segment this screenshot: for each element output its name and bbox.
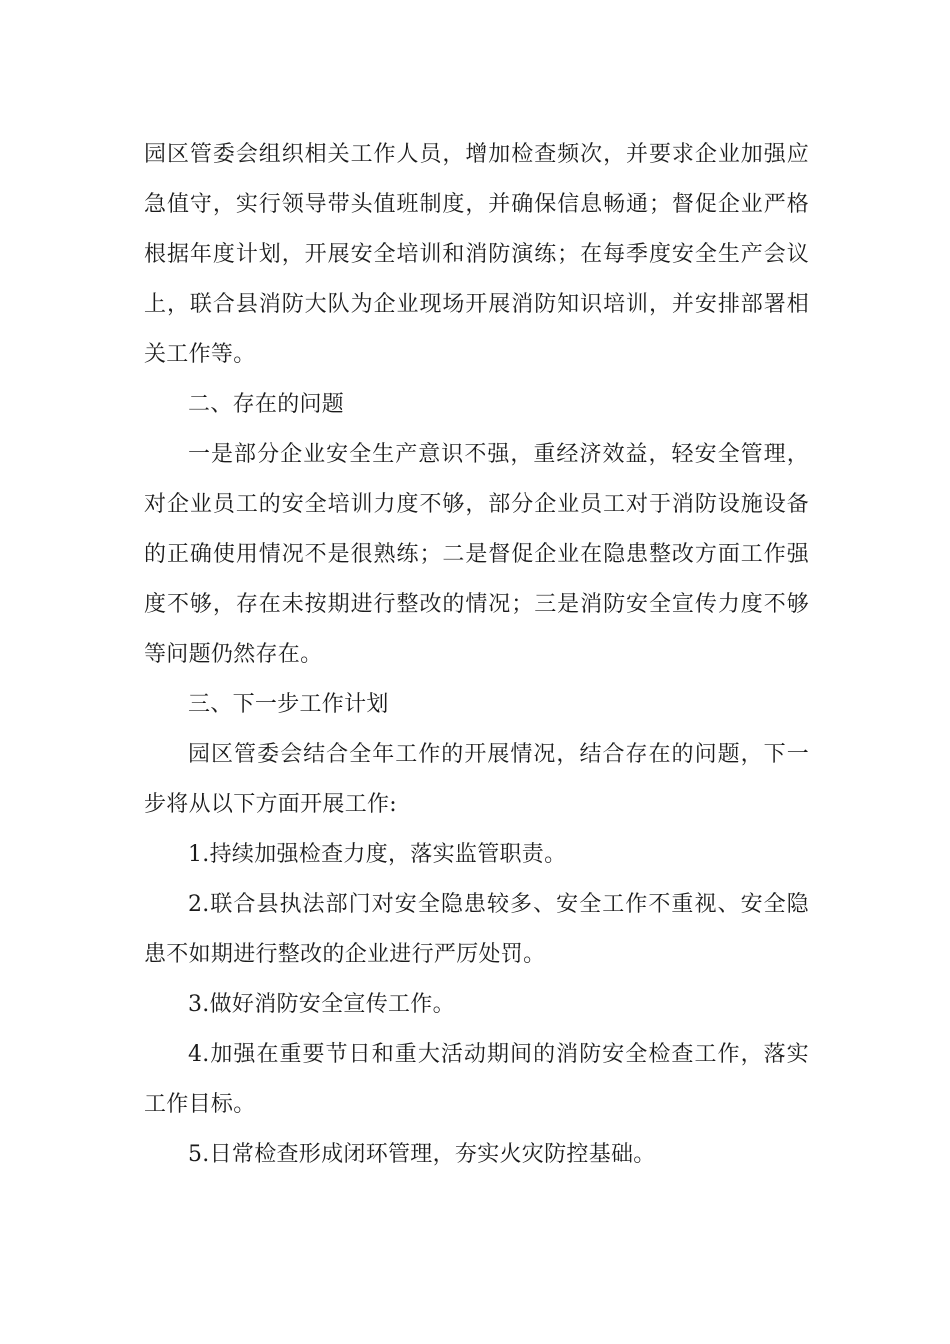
section-heading-next-plan: 三、下一步工作计划 <box>188 692 389 717</box>
plan-item-3: 3.做好消防安全宣传工作。 <box>188 992 455 1017</box>
plan-item-5: 5.日常检查形成闭环管理，夯实火灾防控基础。 <box>188 1142 656 1167</box>
plan-item-4: 4.加强在重要节日和重大活动期间的消防安全检查工作，落实工作目标。 <box>144 1042 809 1117</box>
section-heading-problems: 二、存在的问题 <box>188 392 345 417</box>
plan-item-1: 1.持续加强检查力度，落实监管职责。 <box>188 842 567 867</box>
paragraph-safety-measures: 园区管委会组织相关工作人员，增加检查频次，并要求企业加强应急值守，实行领导带头值班制度，并确保信息畅通；督促企业严格根据年度计划，开展安全培训和消防演练；在每季度安全生产会议上，联合县消防大队为企业现场开展消防知识培训，并安排部署相关工作等。 <box>144 142 809 367</box>
paragraph-problems: 一是部分企业安全生产意识不强，重经济效益，轻安全管理，对企业员工的安全培训力度不够，部分企业员工对于消防设施设备的正确使用情况不是很熟练；二是督促企业在隐患整改方面工作强度不够，存在未按期进行整改的情况；三是消防安全宣传力度不够等问题仍然存在。 <box>144 442 809 667</box>
plan-item-2: 2.联合县执法部门对安全隐患较多、安全工作不重视、安全隐患不如期进行整改的企业进行严厉处罚。 <box>144 892 809 967</box>
paragraph-plan-intro: 园区管委会结合全年工作的开展情况，结合存在的问题，下一步将从以下方面开展工作: <box>144 742 809 817</box>
document-body <box>144 130 809 1180</box>
